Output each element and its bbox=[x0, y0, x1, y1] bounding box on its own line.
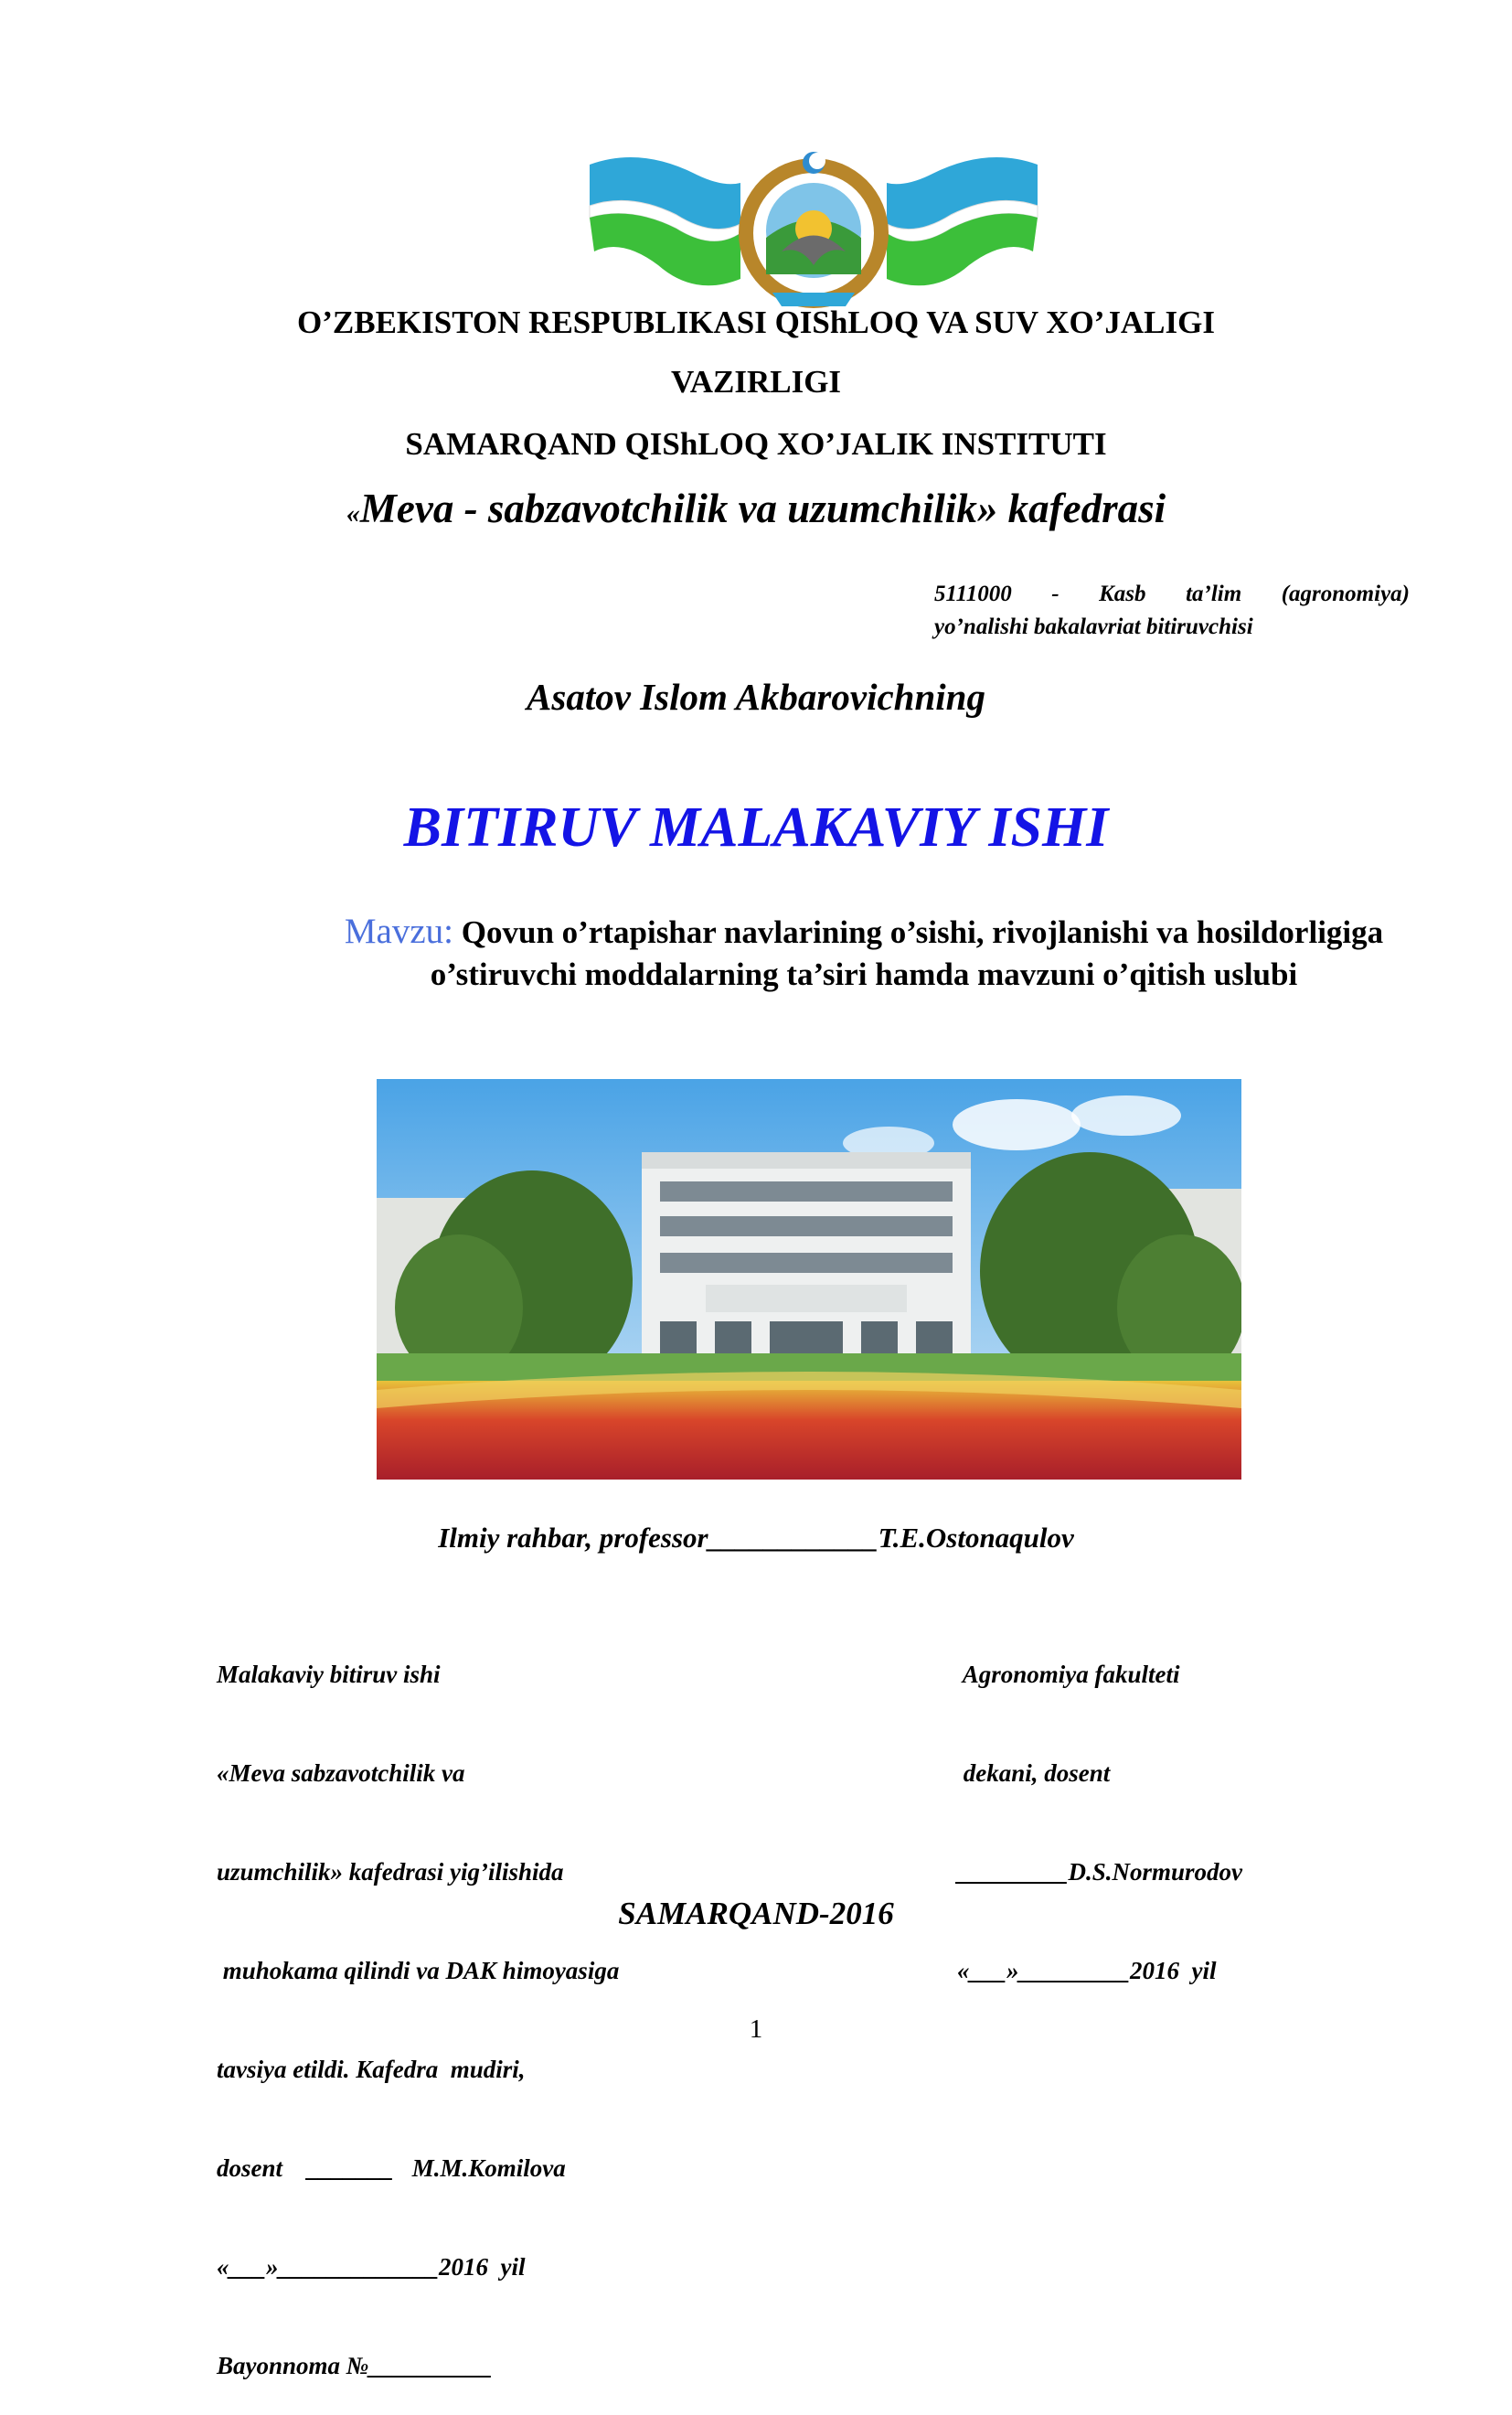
speciality-line-1: 5111000 - Kasb ta’lim (agronomiya) bbox=[934, 582, 1410, 606]
city-year: SAMARQAND-2016 bbox=[618, 1896, 894, 1931]
approval-left-line: tavsiya etildi. Kafedra mudiri, bbox=[217, 2056, 526, 2083]
author-name: Asatov Islom Akbarovichning bbox=[527, 676, 985, 718]
ministry-title-line-1: O’ZBEKISTON RESPUBLIKASI QIShLOQ VA SUV XO’JALIGI bbox=[297, 305, 1215, 340]
topic bbox=[302, 911, 1426, 996]
page-number: 1 bbox=[749, 2014, 763, 2044]
approval-left-line: dosent _______ M.M.Komilova bbox=[217, 2154, 566, 2182]
institute-building-photo bbox=[377, 1079, 1241, 1480]
speciality-block bbox=[934, 578, 1410, 644]
department-approval-block bbox=[217, 1592, 619, 2415]
approval-left-line: «Meva sabzavotchilik va bbox=[217, 1759, 465, 1787]
topic-label: Mavzu: bbox=[344, 912, 453, 951]
department-text: Meva - sabzavotchilik va uzumchilik» kafedrasi bbox=[359, 486, 1166, 531]
speciality-line-2: yo’nalishi bakalavriat bitiruvchisi bbox=[934, 614, 1253, 639]
state-emblem-icon bbox=[585, 137, 1042, 311]
approval-right-line: Agronomiya fakulteti bbox=[957, 1661, 1180, 1688]
approval-left-line: Bayonnoma №__________ bbox=[217, 2352, 493, 2379]
approval-left-line: «___»_____________2016 yil bbox=[217, 2253, 526, 2281]
ministry-title-line-2: VAZIRLIGI bbox=[670, 364, 842, 400]
approval-left-line: muhokama qilindi va DAK himoyasiga bbox=[217, 1957, 620, 1984]
approval-left-line: Malakaviy bitiruv ishi bbox=[217, 1661, 441, 1688]
approval-right-line: dekani, dosent bbox=[957, 1759, 1111, 1787]
approval-right-line: _________D.S.Normurodov bbox=[957, 1858, 1243, 1886]
approval-right-line: «___»_________2016 yil bbox=[957, 1957, 1217, 1984]
work-title: BITIRUV MALAKAVIY ISHI bbox=[403, 796, 1109, 859]
scientific-supervisor: Ilmiy rahbar, professor____________T.E.Ostonaqulov bbox=[438, 1522, 1074, 1554]
department-quote: « bbox=[346, 498, 360, 529]
approval-left-line: uzumchilik» kafedrasi yig’ilishida bbox=[217, 1858, 564, 1886]
institute-name: SAMARQAND QIShLOQ XO’JALIK INSTITUTI bbox=[405, 426, 1107, 462]
dean-approval-block bbox=[957, 1592, 1242, 2020]
topic-text: Qovun o’rtapishar navlarining o’sishi, rivojlanishi va hosildorligiga o’stiruvchi moddalarning ta’siri hamda mavzuni o’qitish uslubi bbox=[430, 914, 1384, 992]
department-name bbox=[0, 485, 1512, 532]
